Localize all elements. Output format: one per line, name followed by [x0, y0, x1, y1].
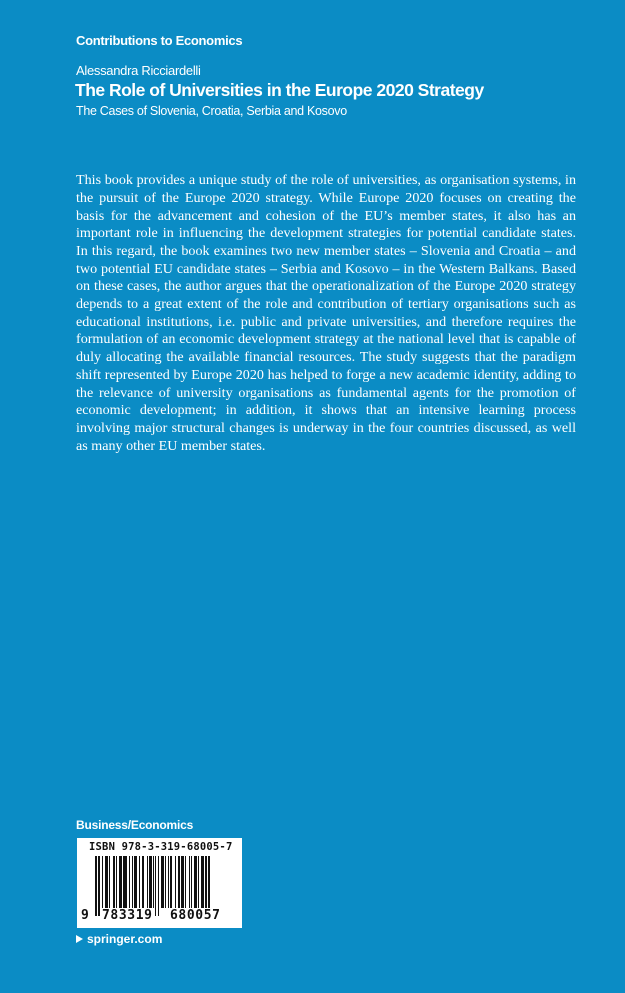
book-title: The Role of Universities in the Europe 2020 Strategy	[75, 80, 484, 100]
subject-category: Business/Economics	[76, 818, 194, 832]
ean-right-digits: 680057	[170, 908, 221, 923]
ean-left-digits: 783319	[102, 908, 153, 923]
website-label: springer.com	[87, 932, 163, 946]
book-description: This book provides a unique study of the role of universities, as organisation systems, in the pursuit of the Europe 2020 strategy. While Europe 2020 focuses on creating the basis for the advancement and cohesion of the EU’s member states, it also has an important role in influencing the development strategies for potential candidate states. In this regard, the book examines two new member states – Slovenia and Croatia – and two potential EU candidate states – Serbia and Kosovo – in the Western Balkans. Based on these cases, the author argues that the operationalization of the Europe 2020 strategy depends to a great extent of the role and contribution of tertiary organisations such as educational institutions, i.e. public and private universities, and therefore requires the formulation of an economic development strategy at the national level that is capable of duly allocating the available financial resources. The study suggests that the paradigm shift represented by Europe 2020 has helped to forge a new academic identity, adding to the relevance of university organisations as fundamental agents for the promotion of economic development; in addition, it shows that an intensive learning process involving major structural changes is underway in the four countries discussed, as well as many other EU member states.	[76, 172, 576, 454]
author-name: Alessandra Ricciardelli	[76, 63, 201, 78]
book-subtitle: The Cases of Slovenia, Croatia, Serbia and Kosovo	[76, 104, 347, 118]
ean-first-digit: 9	[81, 908, 89, 923]
isbn-barcode	[77, 838, 242, 928]
isbn-label: ISBN 978-3-319-68005-7	[89, 841, 233, 853]
publisher-website	[76, 932, 162, 946]
play-arrow-icon	[76, 935, 83, 943]
barcode-bars-icon	[95, 856, 235, 916]
series-name: Contributions to Economics	[76, 33, 243, 48]
